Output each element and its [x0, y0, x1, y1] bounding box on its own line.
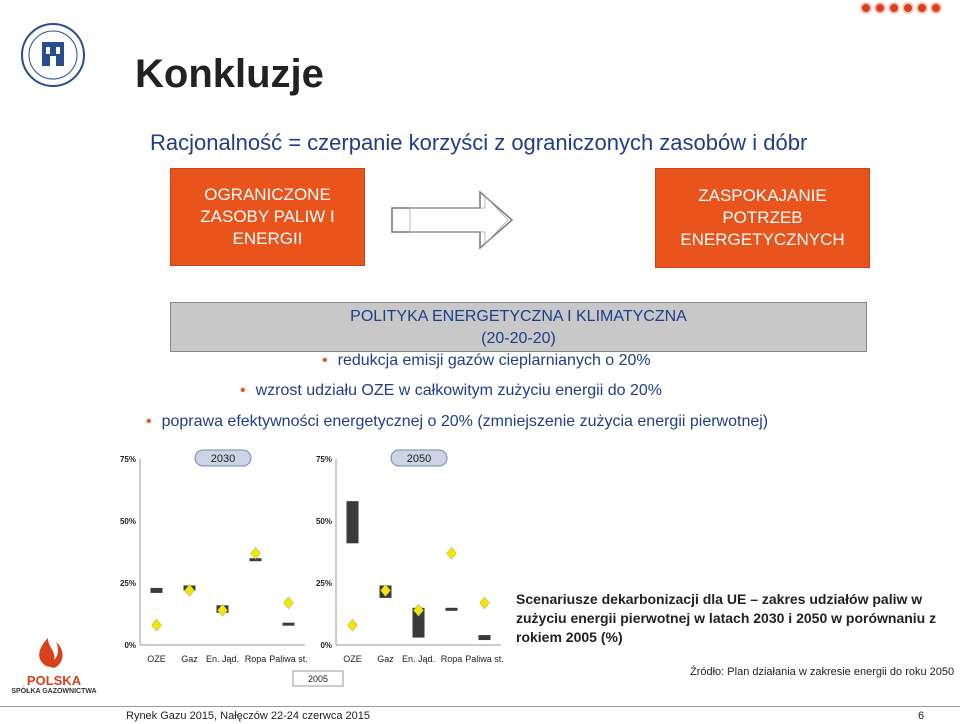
policy-subtitle: (20-20-20): [481, 330, 556, 347]
chart-category-label: Paliwa st.: [269, 654, 308, 664]
marker-2005: [152, 619, 162, 631]
chart-category-label: OZE: [147, 654, 166, 664]
logo-subtext: SPÓŁKA GAZOWNICTWA: [11, 688, 97, 695]
chart-category-label: Ropa: [440, 654, 463, 664]
range-bar: [151, 588, 163, 593]
marker-2005: [348, 619, 358, 631]
legend-label: 2005: [307, 674, 329, 684]
decarbonisation-charts: [118, 445, 513, 690]
box-left-line-1: OGRANICZONE: [204, 185, 331, 204]
psg-logo: [4, 636, 104, 696]
footer-divider: [0, 706, 960, 707]
page-number: 6: [918, 710, 925, 722]
bullet-text: poprawa efektywności energetycznej o 20% (zmniejszenie zużycia energii pierwotnej): [161, 413, 769, 430]
policy-title: POLITYKA ENERGETYCZNA I KLIMATYCZNA: [350, 308, 687, 325]
range-bar: [347, 501, 359, 543]
box-right-line-1: ZASPOKAJANIE: [698, 186, 827, 205]
box-right-line-2: POTRZEB: [722, 208, 803, 227]
chart-category-label: En. Jąd.: [401, 654, 436, 664]
chart-y-tick-label: 50%: [315, 517, 332, 526]
range-bar: [446, 608, 458, 611]
chart-year-label: 2050: [406, 453, 432, 465]
policy-box: [170, 302, 867, 352]
energy-needs-box: [655, 168, 870, 268]
university-seal-logo: [20, 22, 86, 88]
range-bar: [283, 623, 295, 626]
chart-category-label: Gaz: [181, 654, 198, 664]
limited-resources-box: [170, 168, 365, 266]
bullet-text: redukcja emisji gazów cieplarnianych o 20%: [337, 352, 651, 369]
chart-year-label: 2030: [210, 453, 236, 465]
flame-icon: [4, 636, 104, 670]
bullet-text: wzrost udziału OZE w całkowitym zużyciu energii do 20%: [255, 382, 662, 399]
box-left-line-2: ZASOBY PALIW I: [200, 207, 335, 226]
chart-y-tick-label: 25%: [119, 579, 136, 588]
range-bar: [479, 635, 491, 640]
slide-subtitle: Racjonalność = czerpanie korzyści z ograniczonych zasobów i dóbr: [150, 130, 808, 155]
slide-title: Konkluzje: [135, 52, 324, 96]
chart-category-label: En. Jąd.: [205, 654, 240, 664]
logo-polska-text: POLSKA: [26, 673, 82, 688]
chart-y-tick-label: 75%: [119, 455, 136, 464]
marker-2005: [447, 547, 457, 559]
chart-y-tick-label: 0%: [124, 641, 136, 650]
marker-2005: [480, 597, 490, 609]
chart-category-label: Paliwa st.: [465, 654, 504, 664]
bullet-item: • wzrost udziału OZE w całkowitym zużyciu energii do 20%: [240, 382, 662, 399]
marker-2005: [284, 597, 294, 609]
chart-y-tick-label: 25%: [315, 579, 332, 588]
footer-event: Rynek Gazu 2015, Nałęczów 22-24 czerwca 2015: [126, 710, 370, 722]
chart-y-tick-label: 75%: [315, 455, 332, 464]
chart-category-label: Gaz: [377, 654, 394, 664]
bullet-item: • redukcja emisji gazów cieplarnianych o 20%: [322, 352, 651, 369]
marker-2005: [251, 547, 261, 559]
bullet-item: • poprawa efektywności energetycznej o 20% (zmniejszenie zużycia energii pierwotnej): [146, 413, 769, 430]
box-left-line-3: ENERGII: [232, 229, 303, 248]
chart-caption: Scenariusze dekarbonizacji dla UE – zakres udziałów paliw w zużyciu energii pierwotnej w latach 2030 i 2050 w porównaniu z rokiem 2005 (%): [516, 591, 937, 645]
double-arrow-icon: [390, 190, 515, 250]
box-right-line-3: ENERGETYCZNYCH: [680, 230, 845, 249]
chart-y-tick-label: 50%: [119, 517, 136, 526]
chart-category-label: Ropa: [244, 654, 267, 664]
source-note: Źródło: Plan działania w zakresie energii do roku 2050: [690, 666, 955, 678]
slide-decoration-dots: [860, 2, 942, 14]
chart-y-tick-label: 0%: [320, 641, 332, 650]
chart-category-label: OZE: [343, 654, 362, 664]
